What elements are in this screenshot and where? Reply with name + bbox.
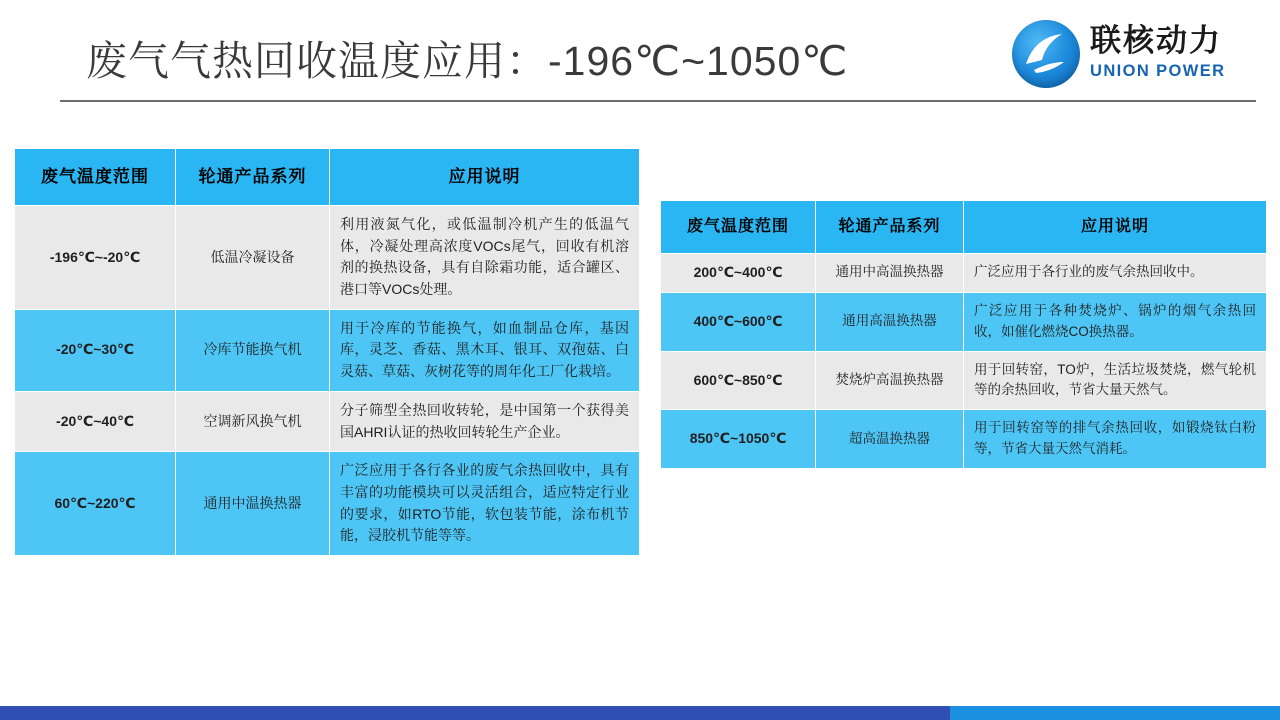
cell-series: 空调新风换气机 (176, 391, 330, 451)
cell-description: 广泛应用于各行业的废气余热回收中。 (964, 254, 1267, 293)
table-header-row (15, 149, 640, 206)
cell-description: 用于冷库的节能换气，如血制品仓库，基因库，灵芝、香菇、黑木耳、银耳、双孢菇、白灵菇、草菇、灰树花等的周年化工厂化栽培。 (330, 309, 640, 391)
table-row (661, 351, 1267, 410)
cell-range: 600℃~850℃ (661, 351, 816, 410)
logo-text (1090, 24, 1262, 82)
cell-series: 通用高温换热器 (816, 292, 964, 351)
footer-strip (0, 706, 1280, 720)
cell-description: 利用液氮气化，或低温制冷机产生的低温气体，冷凝处理高浓度VOCs尾气，回收有机溶剂的换热设备，具有自除霜功能，适合罐区、港口等VOCs处理。 (330, 206, 640, 310)
logo-swoosh-icon (1012, 20, 1080, 88)
column-header-series: 轮通产品系列 (816, 201, 964, 254)
cell-series: 低温冷凝设备 (176, 206, 330, 310)
logo-text-cn: 联核动力 (1090, 23, 1222, 58)
temperature-application-table-left (14, 148, 640, 556)
cell-description: 广泛应用于各行各业的废气余热回收中，具有丰富的功能模块可以灵活组合，适应特定行业的要求，如RTO节能，软包装节能，涂布机节能，浸胶机节能等等。 (330, 452, 640, 556)
cell-series: 超高温换热器 (816, 410, 964, 469)
table-row (15, 391, 640, 451)
cell-range: -20℃~30℃ (15, 309, 176, 391)
cell-description: 用于回转窑等的排气余热回收，如锻烧钛白粉等，节省大量天然气消耗。 (964, 410, 1267, 469)
cell-range: 200℃~400℃ (661, 254, 816, 293)
cell-range: -196℃~-20℃ (15, 206, 176, 310)
cell-range: 850℃~1050℃ (661, 410, 816, 469)
logo-text-en: UNION POWER (1090, 62, 1226, 80)
cell-series: 焚烧炉高温换热器 (816, 351, 964, 410)
table-row (661, 292, 1267, 351)
column-header-description: 应用说明 (330, 149, 640, 206)
page-title: 废气气热回收温度应用：-196℃~1050℃ (86, 38, 849, 84)
column-header-series: 轮通产品系列 (176, 149, 330, 206)
header-divider (60, 100, 1256, 102)
cell-range: 400℃~600℃ (661, 292, 816, 351)
footer-strip-accent (950, 706, 1280, 720)
table-header-row (661, 201, 1267, 254)
table-row (661, 254, 1267, 293)
temperature-application-table-right (660, 200, 1267, 469)
column-header-range: 废气温度范围 (661, 201, 816, 254)
cell-series: 通用中温换热器 (176, 452, 330, 556)
cell-range: -20℃~40℃ (15, 391, 176, 451)
company-logo (1012, 18, 1262, 90)
table-row (661, 410, 1267, 469)
page-header (0, 0, 1280, 104)
cell-range: 60℃~220℃ (15, 452, 176, 556)
cell-description: 广泛应用于各种焚烧炉、锅炉的烟气余热回收，如催化燃烧CO换热器。 (964, 292, 1267, 351)
cell-series: 冷库节能换气机 (176, 309, 330, 391)
cell-series: 通用中高温换热器 (816, 254, 964, 293)
cell-description: 用于回转窑，TO炉，生活垃圾焚烧，燃气轮机等的余热回收，节省大量天然气。 (964, 351, 1267, 410)
table-row (15, 309, 640, 391)
table-row (15, 206, 640, 310)
table-row (15, 452, 640, 556)
column-header-range: 废气温度范围 (15, 149, 176, 206)
column-header-description: 应用说明 (964, 201, 1267, 254)
cell-description: 分子筛型全热回收转轮，是中国第一个获得美国AHRI认证的热收回转轮生产企业。 (330, 391, 640, 451)
